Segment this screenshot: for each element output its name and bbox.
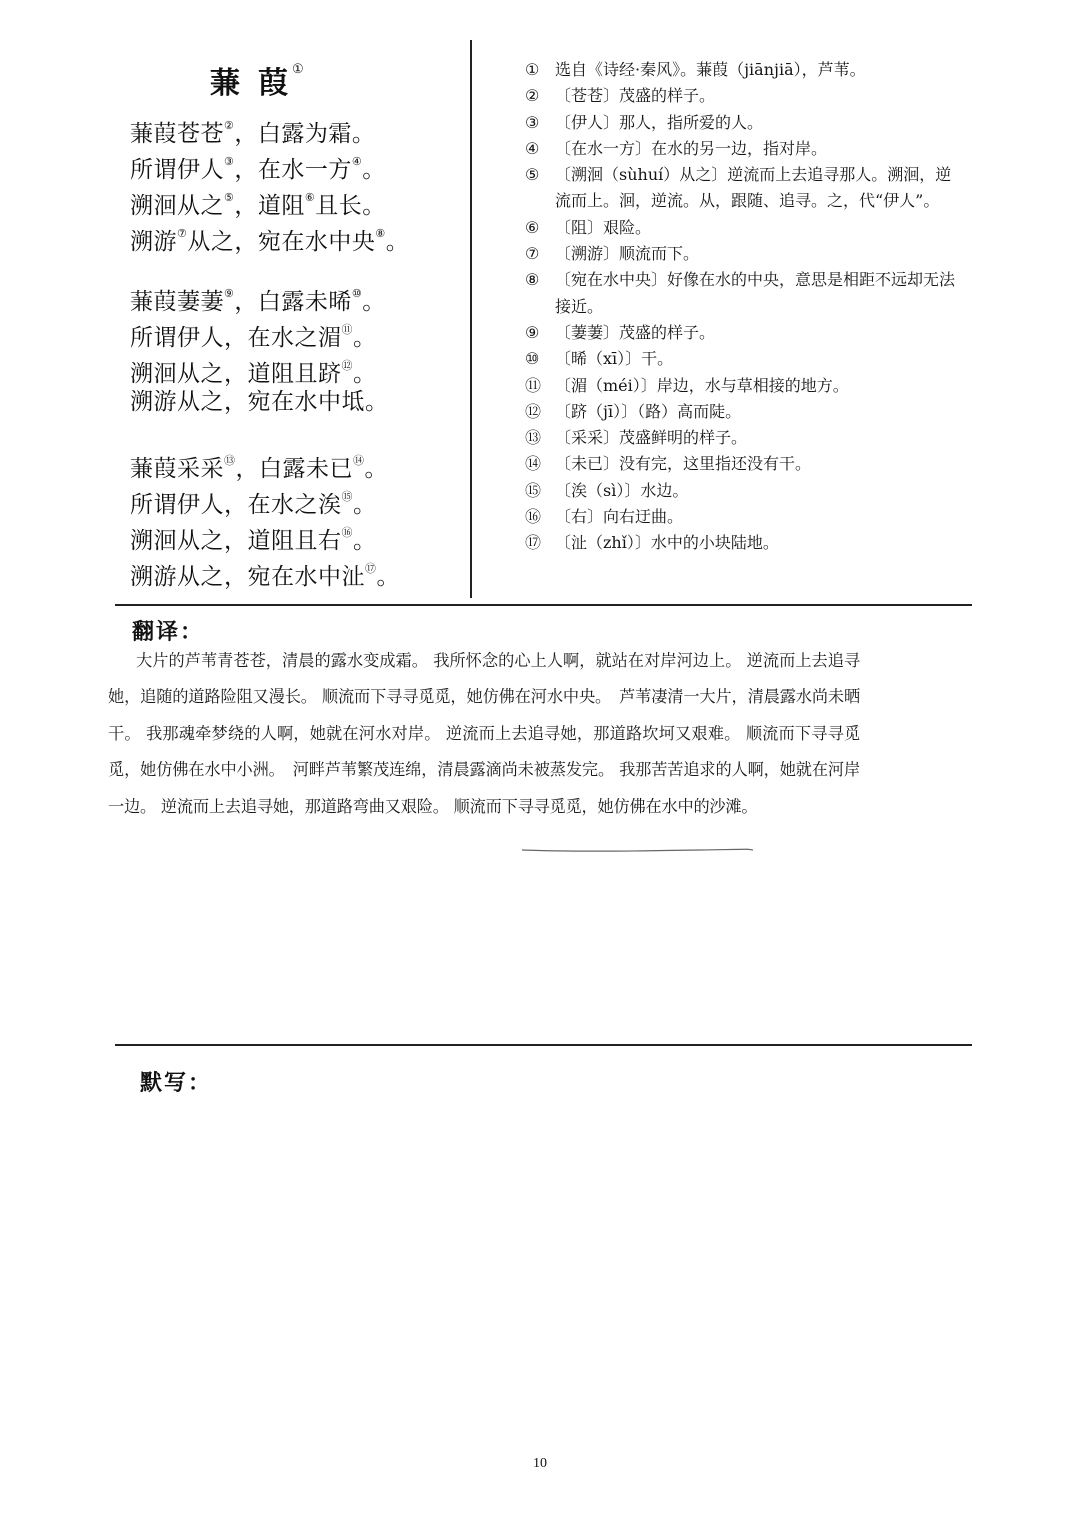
poem-title-footnote-mark: ① <box>292 62 306 77</box>
poem-line: 所谓伊人，在水之湄⑪。 <box>130 323 377 351</box>
footnote-item: ⑧ 〔宛在水中央〕好像在水的中央，意思是相距不远却无法接近。 <box>525 270 956 316</box>
footnote-item: ④ 〔在水一方〕在水的另一边，指对岸。 <box>525 138 828 158</box>
footnote-item: ⑨ 〔萋萋〕茂盛的样子。 <box>525 322 716 342</box>
poem-stanza-1 <box>130 108 475 255</box>
poem-line: 溯游从之，宛在水中沚⑰。 <box>130 562 400 590</box>
translation-heading: 翻译： <box>132 619 205 645</box>
poem-stanza-3 <box>130 443 475 590</box>
footnote-item: ⑰ 〔沚（zhǐ）〕水中的小块陆地。 <box>525 533 779 553</box>
poem-line: 所谓伊人，在水之涘⑮。 <box>130 490 377 518</box>
poem-line: 溯洄从之，道阻且右⑯。 <box>130 526 377 554</box>
column-divider <box>470 40 472 598</box>
poem-line: 溯洄从之⑤，道阻⑥且长。 <box>130 191 386 219</box>
footnote-item: ⑩ 〔晞（xī）〕干。 <box>525 349 674 369</box>
poem-line: 蒹葭苍苍②，白露为霜。 <box>130 119 376 147</box>
pen-underline-mark <box>520 846 755 854</box>
footnote-item: ① 选自《诗经·秦风》。蒹葭（jiānjiā），芦苇。 <box>525 60 866 79</box>
footnote-item: ⑫ 〔跻（jī）〕（路）高而陡。 <box>525 401 742 421</box>
footnote-item: ⑦ 〔溯游〕顺流而下。 <box>525 244 700 264</box>
footnote-item: ⑭ 〔未已〕没有完，这里指还没有干。 <box>525 454 812 474</box>
poem-line: 蒹葭采采⑬，白露未已⑭。 <box>130 454 388 482</box>
poem-line: 溯洄从之，道阻且跻⑫。 <box>130 359 377 387</box>
page-number: 10 <box>533 1456 547 1471</box>
section-divider-top <box>115 604 972 606</box>
poem-line: 所谓伊人③，在水一方④。 <box>130 155 386 183</box>
poem-stanza-2 <box>130 276 475 420</box>
poem-title <box>210 58 306 102</box>
footnote-item: ⑪ 〔湄（méi）〕岸边，水与草相接的地方。 <box>525 375 849 395</box>
footnote-item: ⑥ 〔阻〕艰险。 <box>525 217 652 237</box>
footnote-item: ⑯ 〔右〕向右迂曲。 <box>525 507 684 527</box>
footnote-item: ⑤ 〔溯洄（sùhuí）从之〕逆流而上去追寻那人。溯洄，逆流而上。洄，逆流。从，跟随、追寻。之，代“伊人”。 <box>525 165 952 211</box>
footnotes <box>525 57 955 557</box>
footnote-item: ③ 〔伊人〕那人，指所爱的人。 <box>525 112 764 132</box>
section-divider-bottom <box>115 1044 972 1046</box>
footnote-item: ② 〔苍苍〕茂盛的样子。 <box>525 86 716 106</box>
footnote-item: ⑮ 〔涘（sì）〕水边。 <box>525 480 689 500</box>
poem-title-part-1: 蒹 <box>210 66 242 101</box>
poem-line: 蒹葭萋萋⑨，白露未晞⑩。 <box>130 287 386 315</box>
footnote-item: ⑬ 〔采采〕茂盛鲜明的样子。 <box>525 428 748 448</box>
poem-line: 溯游⑦从之，宛在水中央⑧。 <box>130 227 410 255</box>
dictation-heading: 默写： <box>140 1070 213 1096</box>
translation-text: 大片的芦苇青苍苍，清晨的露水变成霜。 我所怀念的心上人啊，就站在对岸河边上。 逆流而上去追寻她，追随的道路险阻又漫长。 顺流而下寻寻觅觅，她仿佛在河水中央。 芦苇凄清一大片，清晨露水尚未晒干。 我那魂牵梦绕的人啊，她就在河水对岸。 逆流而上去追寻她，那道路坎坷又艰难。 顺流而下寻寻觅觅，她仿佛在水中小洲。 河畔芦苇繁茂连绵，清晨露滴尚未被蒸发完。 我那苦苦追求的人啊，她就在河岸一边。 逆流而上去追寻她，那道路弯曲又艰险。 顺流而下寻寻觅觅，她仿佛在水中的沙滩。 <box>108 651 860 816</box>
poem-line: 溯游从之，宛在水中坻。 <box>130 389 389 415</box>
poem-title-part-2: 葭 <box>258 66 290 101</box>
